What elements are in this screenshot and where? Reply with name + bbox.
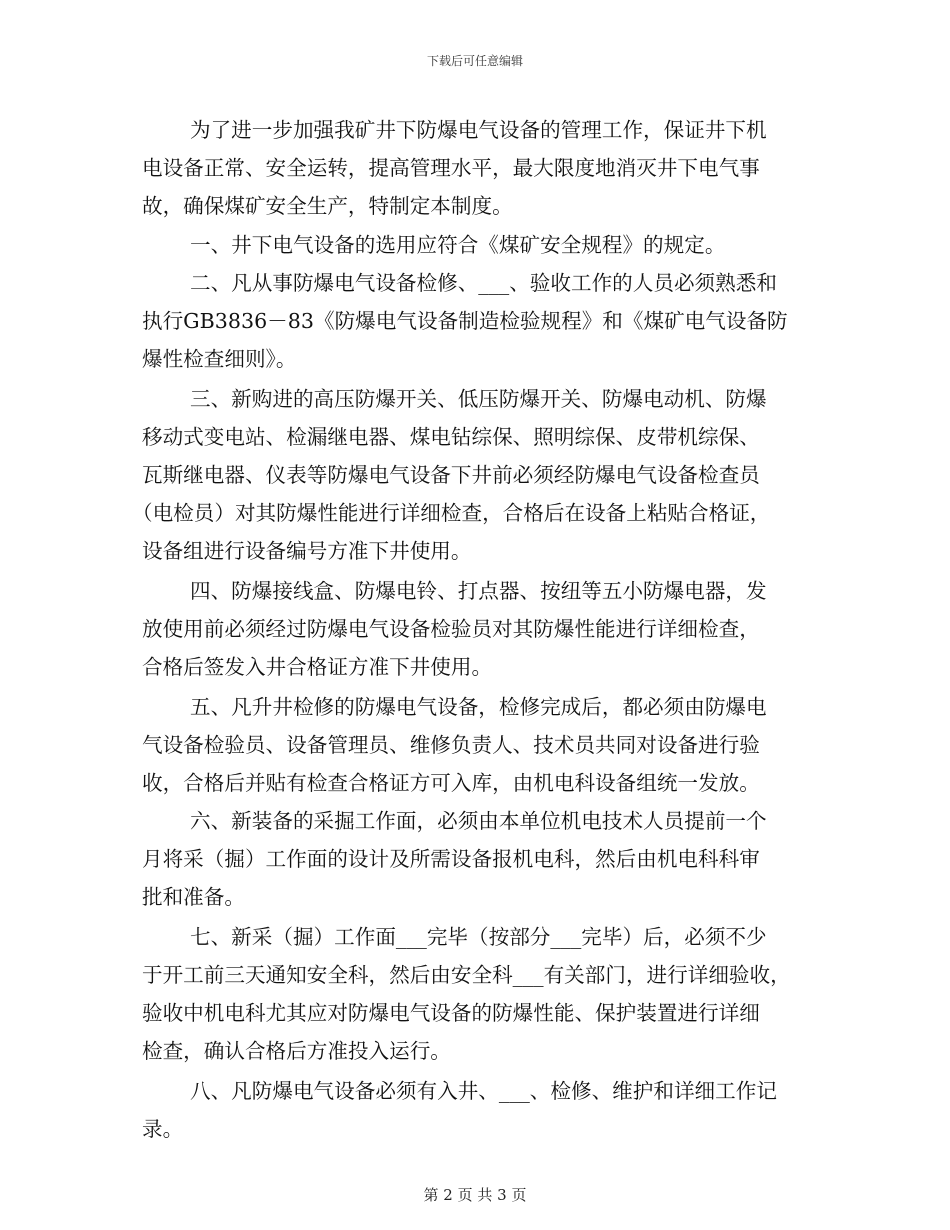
paragraph-line: 移动式变电站、检漏继电器、煤电钻综保、照明综保、皮带机综保、 bbox=[142, 425, 760, 449]
paragraph-line: 批和准备。 bbox=[142, 885, 245, 909]
paragraph-line: 五、凡升井检修的防爆电气设备，检修完成后，都必须由防爆电 bbox=[190, 695, 767, 719]
paragraph-line: 检查，确认合格后方准投入运行。 bbox=[142, 1039, 451, 1063]
paragraph-line: 瓦斯继电器、仪表等防爆电气设备下井前必须经防爆电气设备检查员 bbox=[142, 463, 760, 487]
paragraph-line: 电设备正常、安全运转，提高管理水平，最大限度地消灭井下电气事 bbox=[142, 156, 760, 180]
page-header: 下载后可任意编辑 bbox=[426, 54, 523, 68]
paragraph-line: 气设备检验员、设备管理员、维修负责人、技术员共同对设备进行验 bbox=[142, 733, 760, 757]
paragraph-line: 设备组进行设备编号方准下井使用。 bbox=[142, 539, 472, 563]
paragraph-line: 验收中机电科尤其应对防爆电气设备的防爆性能、保护装置进行详细 bbox=[142, 1001, 760, 1025]
page-number-footer: 第 2 页 共 3 页 bbox=[423, 1186, 527, 1204]
paragraph-line: 合格后签发入井合格证方准下井使用。 bbox=[142, 655, 493, 679]
paragraph-line: 三、新购进的高压防爆开关、低压防爆开关、防爆电动机、防爆 bbox=[190, 387, 767, 411]
paragraph-line: 收，合格后并贴有检查合格证方可入库，由机电科设备组统一发放。 bbox=[142, 771, 760, 795]
paragraph-line: 一、井下电气设备的选用应符合《煤矿安全规程》的规定。 bbox=[190, 233, 726, 257]
paragraph-line: 为了进一步加强我矿井下防爆电气设备的管理工作，保证井下机 bbox=[190, 118, 767, 142]
paragraph-line: 月将采（掘）工作面的设计及所需设备报机电科，然后由机电科科审 bbox=[142, 847, 760, 871]
paragraph-line: 四、防爆接线盒、防爆电铃、打点器、按纽等五小防爆电器，发 bbox=[190, 579, 767, 603]
paragraph-line: 六、新装备的采掘工作面，必须由本单位机电技术人员提前一个 bbox=[190, 809, 767, 833]
paragraph-line: 八、凡防爆电气设备必须有入井、___、检修、维护和详细工作记 bbox=[190, 1079, 777, 1103]
paragraph-line: 录。 bbox=[142, 1117, 184, 1141]
paragraph-line: 七、新采（掘）工作面___完毕（按部分___完毕）后，必须不少 bbox=[190, 925, 767, 949]
paragraph-line: 执行GB3836－83《防爆电气设备制造检验规程》和《煤矿电气设备防 bbox=[142, 309, 788, 333]
paragraph-line: 于开工前三天通知安全科，然后由安全科___有关部门，进行详细验收， bbox=[142, 963, 791, 987]
paragraph-line: 二、凡从事防爆电气设备检修、___、验收工作的人员必须熟悉和 bbox=[190, 271, 777, 295]
paragraph-line: （电检员）对其防爆性能进行详细检查，合格后在设备上粘贴合格证， bbox=[132, 501, 771, 525]
paragraph-line: 故，确保煤矿安全生产，特制定本制度。 bbox=[142, 194, 513, 218]
paragraph-line: 放使用前必须经过防爆电气设备检验员对其防爆性能进行详细检查， bbox=[142, 617, 760, 641]
paragraph-line: 爆性检查细则》。 bbox=[142, 347, 297, 371]
